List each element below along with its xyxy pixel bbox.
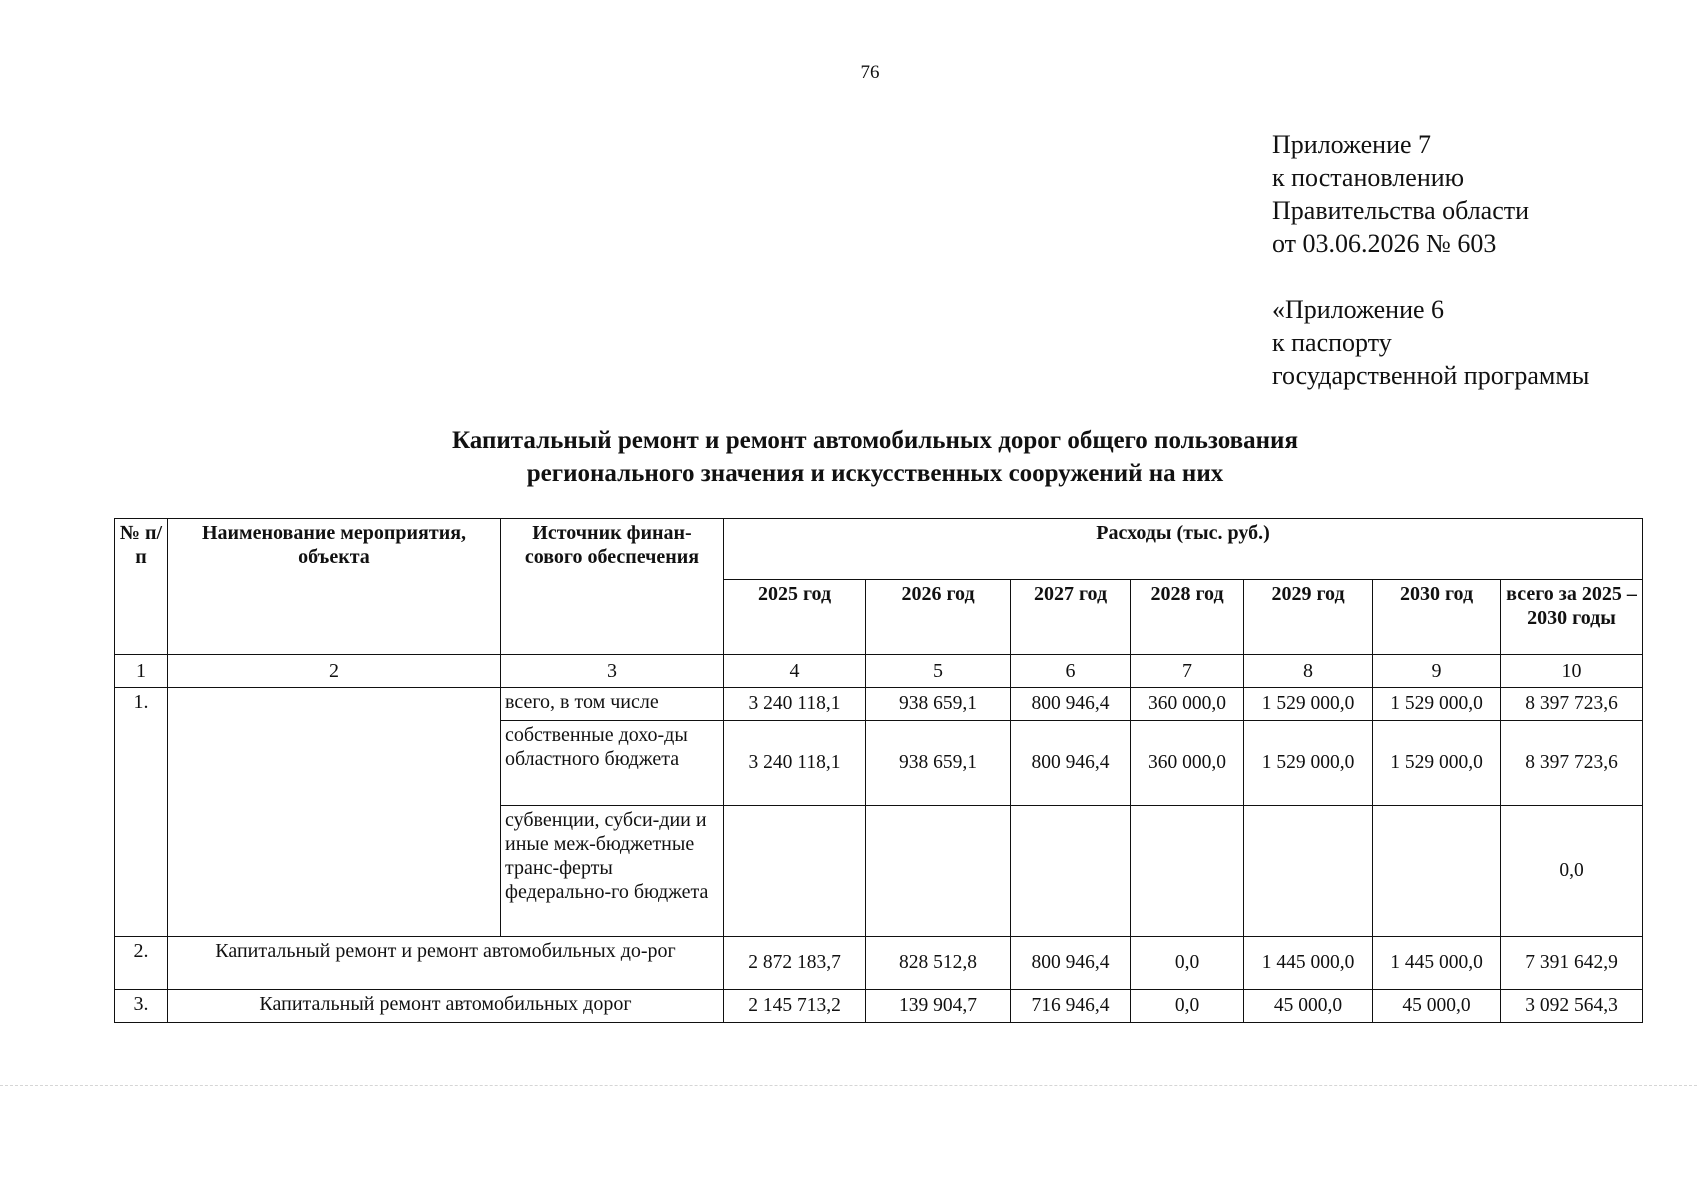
header-expenses: Расходы (тыс. руб.) [724, 519, 1643, 580]
value-cell: 800 946,4 [1011, 688, 1131, 721]
value-cell: 45 000,0 [1244, 990, 1373, 1023]
value-cell: 1 445 000,0 [1373, 937, 1501, 990]
value-cell [1011, 806, 1131, 937]
annex-line: к постановлению [1272, 163, 1465, 192]
column-number: 5 [866, 655, 1011, 688]
annex-sub-line: «Приложение 6 [1272, 295, 1445, 324]
row-index: 3. [115, 990, 168, 1023]
header-year: 2027 год [1011, 580, 1131, 655]
value-cell: 716 946,4 [1011, 990, 1131, 1023]
header-year: 2026 год [866, 580, 1011, 655]
value-cell: 3 092 564,3 [1501, 990, 1643, 1023]
value-cell [866, 806, 1011, 937]
table-row [115, 688, 1643, 721]
scan-artifact-line [0, 1085, 1697, 1087]
column-number: 7 [1131, 655, 1244, 688]
annex-sub-line: к паспорту [1272, 328, 1392, 357]
value-cell: 0,0 [1131, 990, 1244, 1023]
value-cell: 3 240 118,1 [724, 721, 866, 806]
annex-line: Приложение 7 [1272, 130, 1432, 159]
header-row [115, 519, 1643, 580]
column-number: 6 [1011, 655, 1131, 688]
value-cell: 139 904,7 [866, 990, 1011, 1023]
column-number: 4 [724, 655, 866, 688]
table-row [115, 937, 1643, 990]
row-name: Капитальный ремонт автомобильных дорог [168, 990, 724, 1023]
value-cell: 2 872 183,7 [724, 937, 866, 990]
value-cell: 1 529 000,0 [1244, 721, 1373, 806]
header-year: 2025 год [724, 580, 866, 655]
column-number: 2 [168, 655, 501, 688]
row-source: всего, в том числе [501, 688, 724, 721]
page-number: 76 [860, 62, 880, 83]
value-cell: 8 397 723,6 [1501, 688, 1643, 721]
column-number: 9 [1373, 655, 1501, 688]
value-cell: 1 529 000,0 [1373, 688, 1501, 721]
annex-sub-line: государственной программы [1272, 361, 1590, 390]
row-name: Капитальный ремонт и ремонт автомобильных до-рог [168, 937, 724, 990]
row-source: субвенции, субси-дии и иные меж-бюджетные транс-ферты федерально-го бюджета [501, 806, 724, 937]
column-number-row [115, 655, 1643, 688]
header-year: 2028 год [1131, 580, 1244, 655]
value-cell: 3 240 118,1 [724, 688, 866, 721]
title-line-1: Капитальный ремонт и ремонт автомобильных дорог общего пользования [452, 427, 1298, 454]
value-cell: 2 145 713,2 [724, 990, 866, 1023]
value-cell [724, 806, 866, 937]
row-index: 2. [115, 937, 168, 990]
row-source: собственные дохо-ды областного бюджета [501, 721, 724, 806]
header-year: 2030 год [1373, 580, 1501, 655]
value-cell: 7 391 642,9 [1501, 937, 1643, 990]
value-cell: 1 445 000,0 [1244, 937, 1373, 990]
value-cell: 45 000,0 [1373, 990, 1501, 1023]
header-total: всего за 2025 – 2030 годы [1501, 580, 1643, 655]
value-cell: 0,0 [1501, 806, 1643, 937]
expenses-table [114, 518, 1643, 1023]
value-cell [1373, 806, 1501, 937]
value-cell: 1 529 000,0 [1244, 688, 1373, 721]
header-num: № п/п [115, 519, 168, 655]
value-cell: 800 946,4 [1011, 721, 1131, 806]
value-cell: 8 397 723,6 [1501, 721, 1643, 806]
annex-line: Правительства области [1272, 196, 1530, 225]
header-source: Источник финан-сового обеспечения [501, 519, 724, 655]
title-line-2: регионального значения и искусственных сооружений на них [526, 460, 1224, 487]
header-year: 2029 год [1244, 580, 1373, 655]
table-row [115, 990, 1643, 1023]
header-name: Наименование мероприятия, объекта [168, 519, 501, 655]
column-number: 3 [501, 655, 724, 688]
row-name [168, 688, 501, 937]
value-cell: 938 659,1 [866, 721, 1011, 806]
column-number: 8 [1244, 655, 1373, 688]
annex-line: от 03.06.2026 № 603 [1272, 229, 1497, 258]
column-number: 10 [1501, 655, 1643, 688]
value-cell [1244, 806, 1373, 937]
value-cell: 828 512,8 [866, 937, 1011, 990]
value-cell: 360 000,0 [1131, 688, 1244, 721]
value-cell: 800 946,4 [1011, 937, 1131, 990]
annex-block [1272, 128, 1589, 392]
value-cell: 360 000,0 [1131, 721, 1244, 806]
document-title [0, 424, 1697, 490]
annex-gap [1272, 260, 1589, 293]
value-cell: 938 659,1 [866, 688, 1011, 721]
column-number: 1 [115, 655, 168, 688]
value-cell: 0,0 [1131, 937, 1244, 990]
value-cell [1131, 806, 1244, 937]
row-index: 1. [115, 688, 168, 937]
value-cell: 1 529 000,0 [1373, 721, 1501, 806]
